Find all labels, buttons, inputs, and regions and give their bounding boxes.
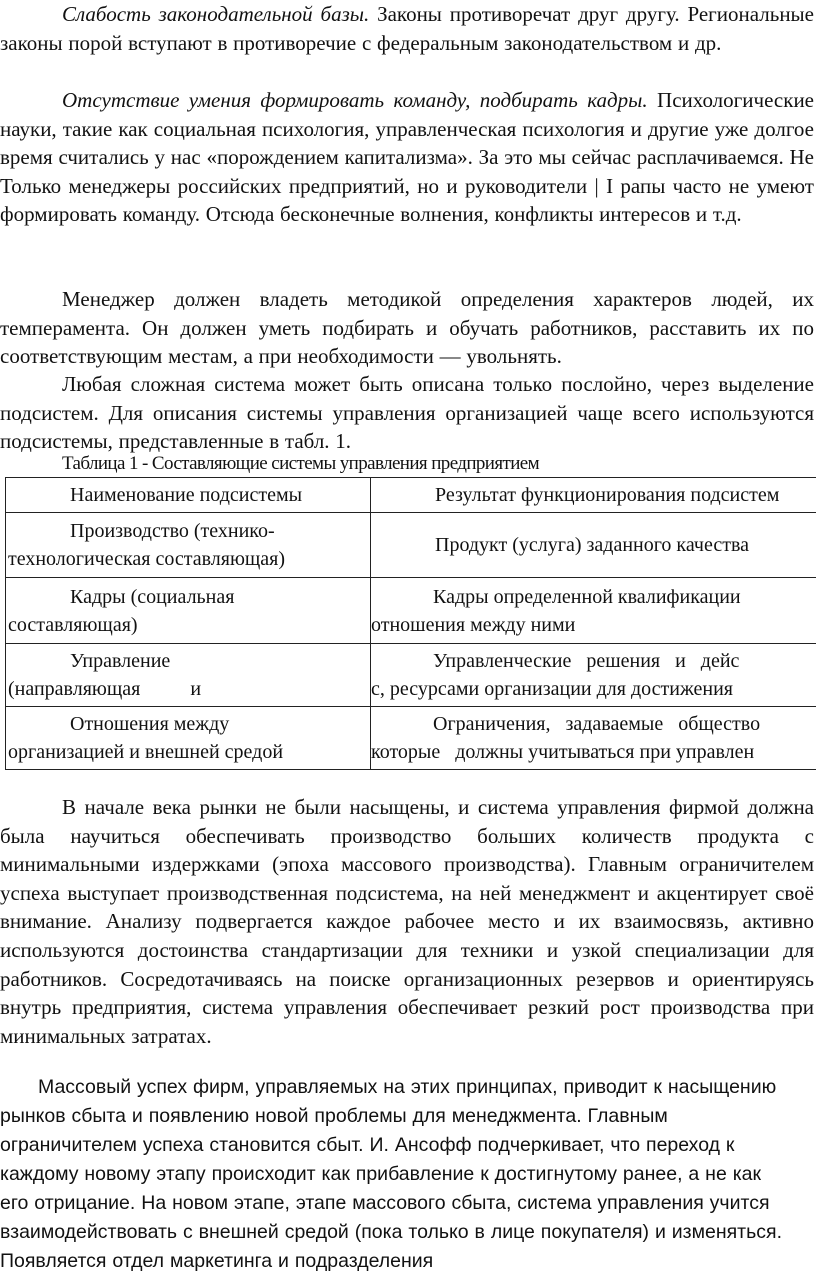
subsystems-table: [5, 477, 816, 770]
table-cell: Продукт (услуга) заданного качества: [371, 513, 816, 578]
table-caption: Таблица 1 - Составляющие системы управления предприятием: [62, 452, 539, 476]
paragraph-heading-italic: Слабость законодательной базы.: [62, 2, 369, 26]
table-header-cell: Наименование подсистемы: [6, 478, 371, 513]
table-row: [6, 707, 816, 770]
table-cell: Отношения между организацией и внешней средой: [6, 707, 371, 770]
paragraph-text: Законы противоречат друг другу. Региональные законы порой вступают в противоречие с федеральным законодательством и др.: [0, 2, 814, 55]
table-cell: Кадры определенной квалификации отношения между ними: [371, 578, 816, 644]
paragraph-manager-skills: Менеджер должен владеть методикой определения характеров людей, их темперамента. Он должен уметь подбирать и обучать работников, расставить их по соответствующим местам, а при необходимости — увольнять.: [0, 285, 814, 371]
paragraph-mass-production: В начале века рынки не были насыщены, и система управления фирмой должна была научиться обеспечивать производство больших количеств продукта с минимальными издержками (эпоха массового производства). Главным ограничителем успеха выступает производственная подсистема, на ней менеджмент и акцентирует своё внимание. Анализу подвергается каждое рабочее место и их взаимосвязь, активно используются достоинства стандартизации для техники и узкой специализации для работников. Сосредотачиваясь на поиске организационных резервов и ориентируясь внутрь предприятия, система управления обеспечивает резкий рост производства при минимальных затратах.: [0, 793, 814, 1050]
table-cell: Кадры (социальная составляющая): [6, 578, 371, 644]
table-row: [6, 513, 816, 578]
table-cell: Управленческие решения и дейс с, ресурсами организации для достижения: [371, 644, 816, 707]
table-header-cell: Результат функционирования подсистем: [371, 478, 816, 513]
table-cell: Управление (направляющая и: [6, 644, 371, 707]
table-row: [6, 644, 816, 707]
paragraph-text: Психологические науки, такие как социальная психология, управленческая психология и другие уже долгое время считались у нас «порождением капитализма». За это мы сейчас расплачиваемся. Не Только менеджеры российских предприятий, но и руководители | I рапы часто не умеют формировать команду. Отсюда бесконечные волнения, конфликты интересов и т.д.: [0, 88, 814, 226]
paragraph-mass-sales: Массовый успех фирм, управляемых на этих принципах, приводит к насыщению рынков сбыта и появлению новой проблемы для менеджмента. Главным ограничителем успеха становится сбыт. И. Ансофф подчеркивает, что переход к каждому новому этапу происходит как прибавление к достигнутому ранее, а не как его отрицание. На новом этапе, этапе массового сбыта, система управления учится взаимодействовать с внешней средой (пока только в лице покупателя) и изменяться. Появляется отдел маркетинга и подразделения: [0, 1073, 790, 1276]
paragraph-subsystems-intro: Любая сложная система может быть описана только послойно, через выделение подсистем. Для описания системы управления организацией чаще всего используются подсистемы, представленные в табл. 1.: [0, 370, 814, 456]
table-header-row: [6, 478, 816, 513]
table-cell: Ограничения, задаваемые общество которые должны учитываться при управлен: [371, 707, 816, 770]
paragraph-legislative-weakness: [0, 0, 814, 57]
paragraph-heading-italic: Отсутствие умения формировать команду, подбирать кадры.: [62, 88, 648, 112]
table-row: [6, 578, 816, 644]
paragraph-team-building: [0, 86, 814, 229]
table-cell: Производство (технико- технологическая составляющая): [6, 513, 371, 578]
